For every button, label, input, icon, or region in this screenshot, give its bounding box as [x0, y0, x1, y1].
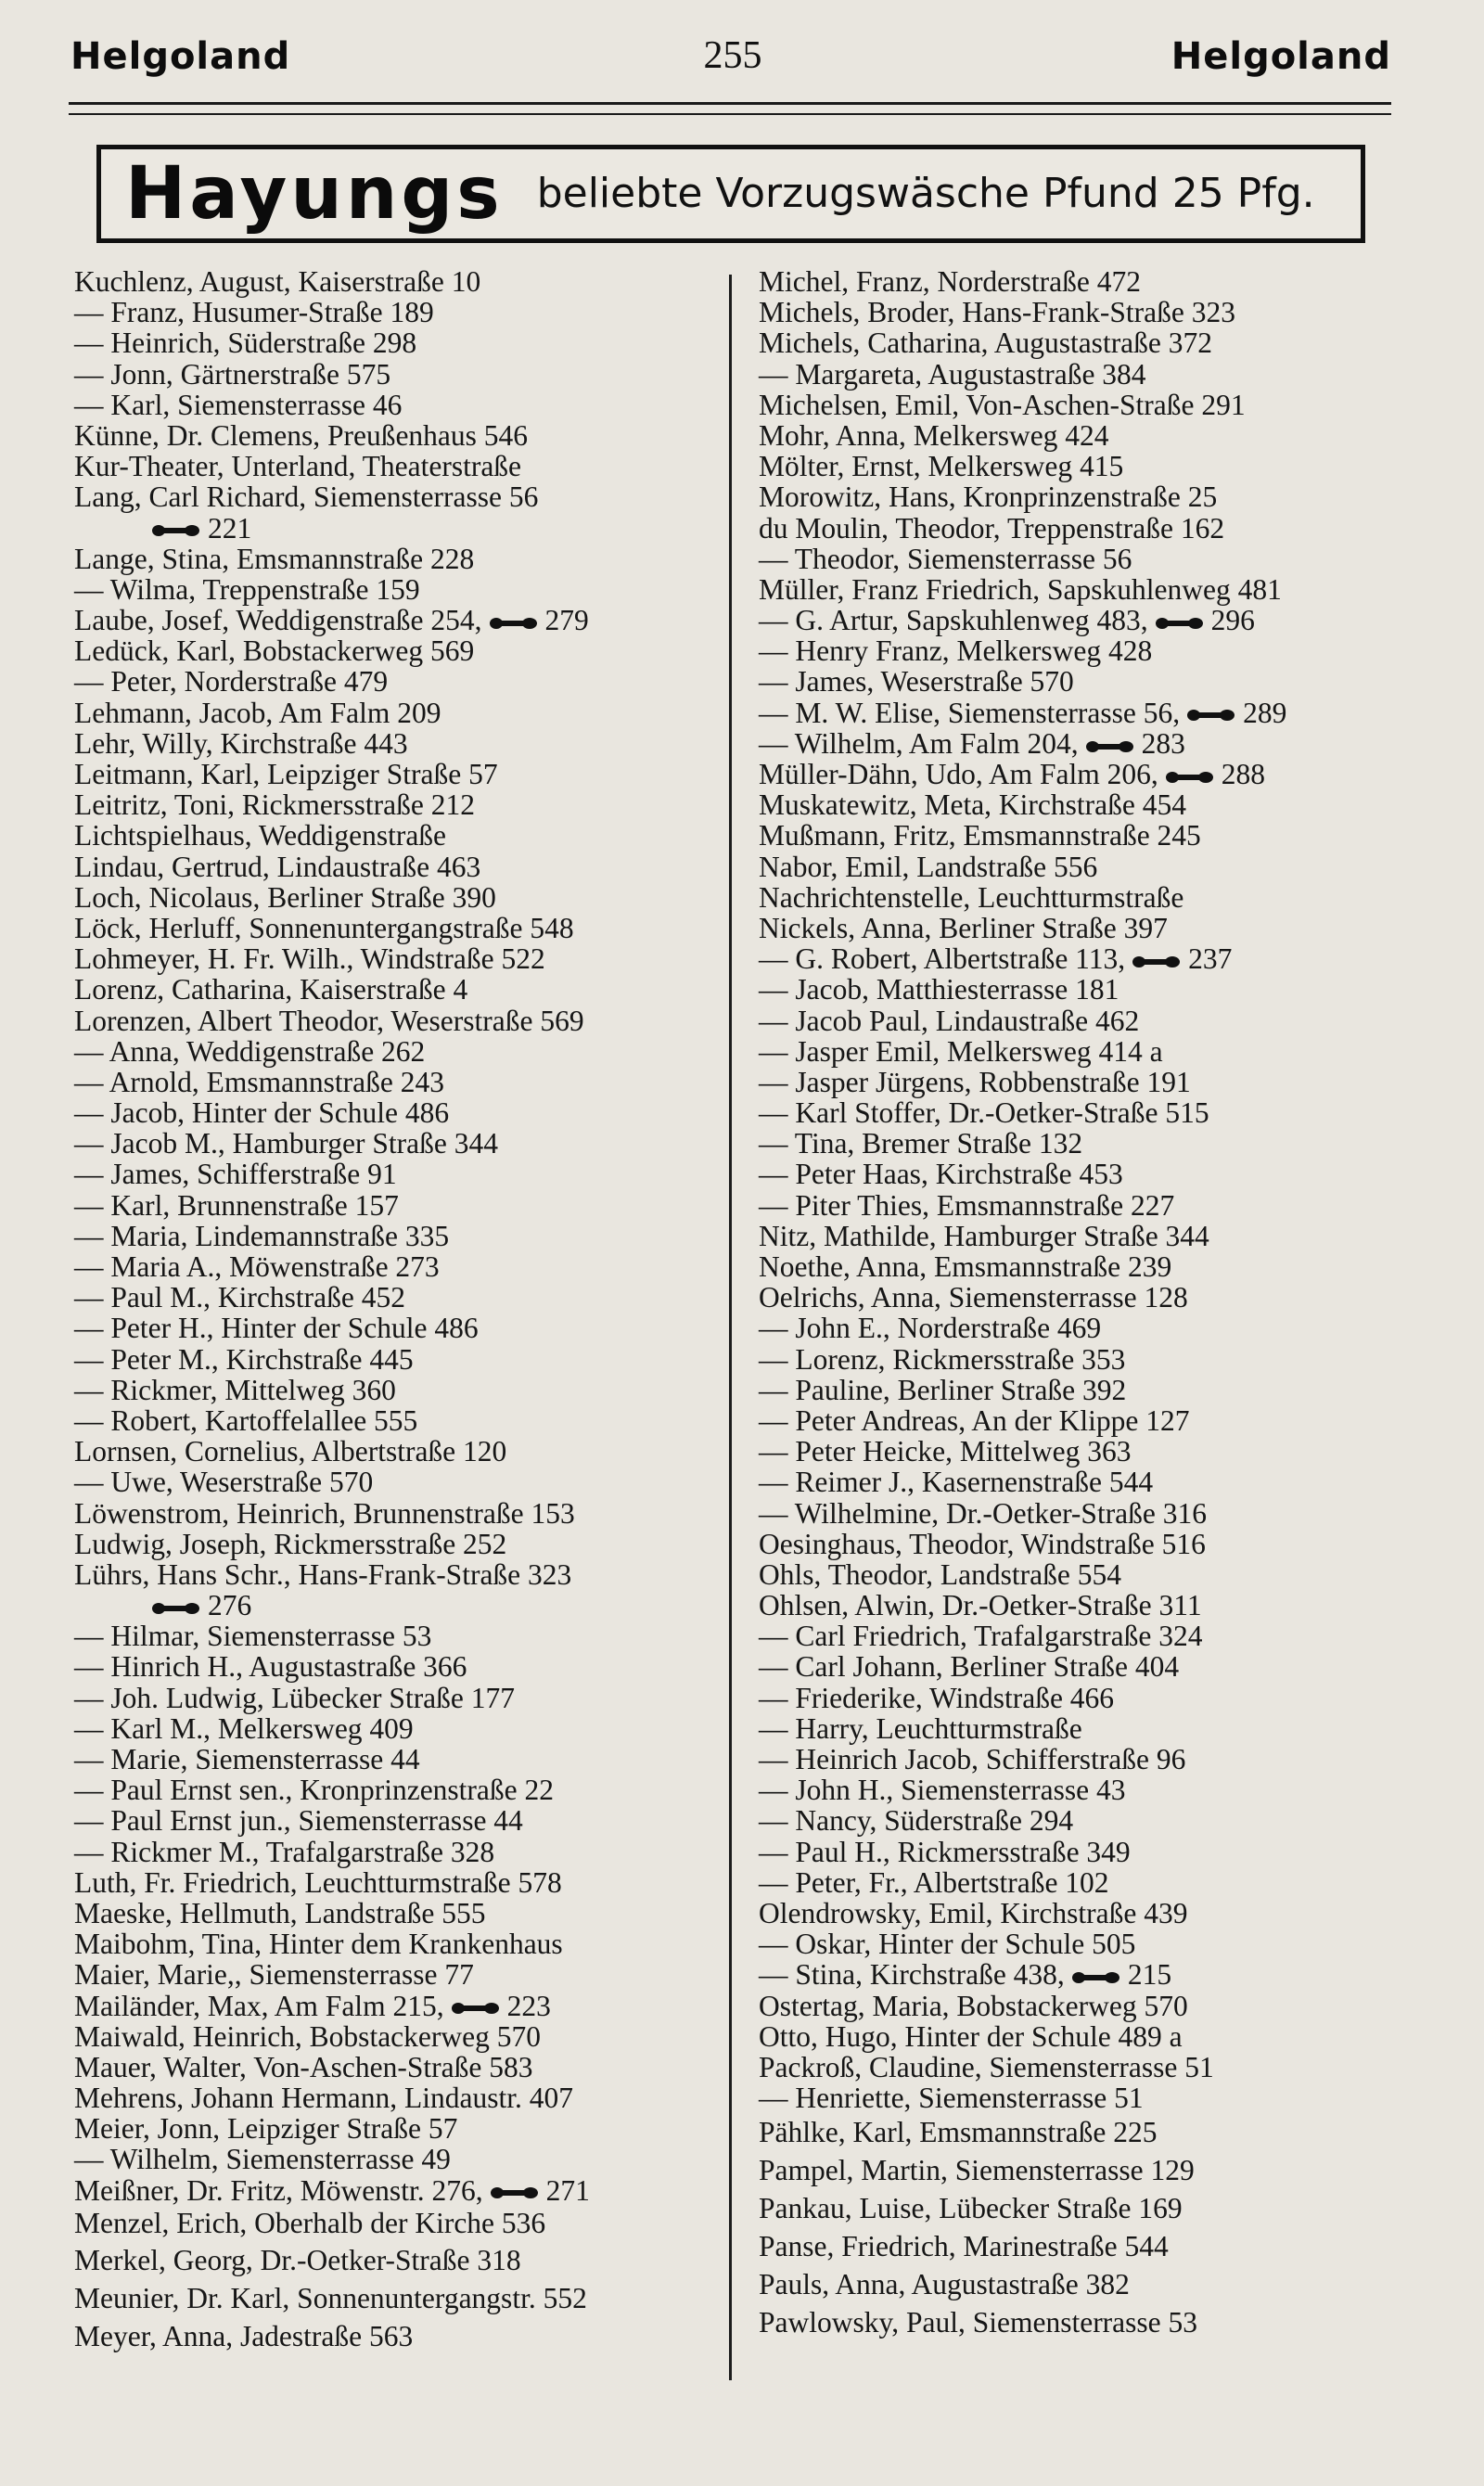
- directory-entry: [74, 1683, 720, 1713]
- entry-text: — Paul M., Kirchstraße 452: [74, 1281, 405, 1314]
- top-rule-thick: [69, 102, 1391, 105]
- directory-entry: [74, 698, 720, 728]
- column-divider: [729, 275, 732, 2380]
- directory-entry: [74, 1929, 720, 1959]
- entry-text: — Jonn, Gärtnerstraße 575: [74, 357, 391, 391]
- directory-entry: [759, 1375, 1399, 1405]
- directory-entry: [759, 2082, 1399, 2113]
- directory-entry: [74, 1282, 720, 1313]
- directory-entry: [759, 2052, 1399, 2082]
- directory-entry: [74, 852, 720, 882]
- entry-text: — Jacob, Hinter der Schule 486: [74, 1096, 450, 1130]
- entry-text: Maiwald, Heinrich, Bobstackerweg 570: [74, 2019, 541, 2053]
- telephone-receiver-icon: [1132, 955, 1181, 968]
- entry-text: — Maria A., Möwenstraße 273: [74, 1250, 440, 1283]
- entry-text: Pauls, Anna, Augustastraße 382: [759, 2268, 1130, 2301]
- directory-entry: [74, 513, 720, 544]
- directory-entry: [74, 728, 720, 759]
- directory-entry: [759, 1621, 1399, 1651]
- entry-text: Mailänder, Max, Am Falm 215,: [74, 1989, 444, 2022]
- directory-entry: [759, 1559, 1399, 1590]
- entry-text: — James, Schifferstraße 91: [74, 1158, 397, 1191]
- directory-entry: [74, 327, 720, 358]
- entry-text: Ostertag, Maria, Bobstackerweg 570: [759, 1989, 1188, 2022]
- entry-text: — Margareta, Augustastraße 384: [759, 357, 1146, 391]
- directory-entry: [759, 1251, 1399, 1282]
- telephone-receiver-icon: [1156, 617, 1204, 630]
- phone-number: 283: [1141, 726, 1185, 760]
- directory-entry: [759, 728, 1399, 759]
- advertisement-text: beliebte Vorzugswäsche Pfund 25 Pfg.: [536, 170, 1315, 217]
- directory-entry: [74, 666, 720, 697]
- telephone-receiver-icon: [152, 524, 200, 537]
- entry-text: — Robert, Kartoffelallee 555: [74, 1403, 418, 1437]
- entry-text: — Reimer J., Kasernenstraße 544: [759, 1466, 1154, 1499]
- directory-entry: [74, 1529, 720, 1559]
- entry-text: — Peter H., Hinter der Schule 486: [74, 1312, 479, 1345]
- directory-entry: [74, 1344, 720, 1375]
- directory-entry: [759, 1498, 1399, 1529]
- entry-text: Loch, Nicolaus, Berliner Straße 390: [74, 880, 496, 914]
- entry-text: Ludwig, Joseph, Rickmersstraße 252: [74, 1527, 507, 1560]
- directory-entry: [759, 1867, 1399, 1898]
- entry-text: Michel, Franz, Norderstraße 472: [759, 265, 1141, 298]
- entry-text: Lorenzen, Albert Theodor, Weserstraße 569: [74, 1004, 584, 1037]
- advertisement-box: [96, 145, 1365, 243]
- directory-entry: [759, 1683, 1399, 1713]
- directory-entry: [759, 1067, 1399, 1097]
- telephone-receiver-icon: [1166, 771, 1214, 784]
- entry-text: Panse, Friedrich, Marinestraße 544: [759, 2230, 1169, 2263]
- directory-entry: [74, 2175, 720, 2206]
- directory-entry: [759, 1959, 1399, 1990]
- telephone-receiver-icon: [452, 2002, 500, 2015]
- entry-text: — Wilhelm, Am Falm 204,: [759, 726, 1079, 760]
- entry-text: — Anna, Weddigenstraße 262: [74, 1034, 426, 1068]
- directory-entry: [759, 943, 1399, 974]
- directory-entry: [759, 1436, 1399, 1467]
- entry-text: — Wilma, Treppenstraße 159: [74, 572, 420, 606]
- directory-entry: [759, 1344, 1399, 1375]
- entry-text: Oesinghaus, Theodor, Windstraße 516: [759, 1527, 1206, 1560]
- entry-text: Mohr, Anna, Melkersweg 424: [759, 418, 1109, 452]
- phone-number: 237: [1188, 942, 1233, 976]
- entry-text: — Pauline, Berliner Straße 392: [759, 1373, 1127, 1406]
- directory-entry: [74, 390, 720, 420]
- phone-number: 288: [1221, 758, 1265, 790]
- directory-entry: [74, 1713, 720, 1744]
- header-right-place: Helgoland: [1171, 35, 1391, 78]
- entry-text: Nachrichtenstelle, Leuchtturmstraße: [759, 880, 1184, 914]
- directory-entry: [759, 327, 1399, 358]
- header-left-place: Helgoland: [70, 35, 291, 78]
- entry-text: Mehrens, Johann Hermann, Lindaustr. 407: [74, 2082, 574, 2115]
- entry-text: Löck, Herluff, Sonnenuntergangstraße 548: [74, 911, 574, 944]
- telephone-receiver-icon: [1187, 709, 1235, 722]
- entry-text: Meißner, Dr. Fritz, Möwenstr. 276,: [74, 2173, 483, 2207]
- directory-entry: [74, 2206, 720, 2241]
- directory-entry: [74, 2241, 720, 2279]
- phone-number: 221: [208, 511, 252, 545]
- directory-entry: [74, 2052, 720, 2082]
- entry-text: — Jasper Emil, Melkersweg 414 a: [759, 1034, 1163, 1068]
- directory-entry: [759, 1744, 1399, 1775]
- entry-text: — Karl M., Melkersweg 409: [74, 1711, 414, 1745]
- entry-text: Michelsen, Emil, Von-Aschen-Straße 291: [759, 388, 1246, 421]
- directory-column-left: [74, 266, 720, 2355]
- entry-text: Lornsen, Cornelius, Albertstraße 120: [74, 1435, 507, 1468]
- directory-entry: [759, 1467, 1399, 1497]
- entry-text: — Jacob, Matthiesterrasse 181: [759, 973, 1119, 1006]
- entry-text: Mußmann, Fritz, Emsmannstraße 245: [759, 819, 1201, 852]
- directory-entry: [759, 974, 1399, 1005]
- directory-entry: [759, 266, 1399, 297]
- entry-text: — Paul H., Rickmersstraße 349: [759, 1835, 1131, 1868]
- directory-entry: [74, 1251, 720, 1282]
- entry-text: — Jacob M., Hamburger Straße 344: [74, 1127, 498, 1160]
- directory-entry: [74, 1436, 720, 1467]
- telephone-receiver-icon: [152, 1602, 200, 1615]
- entry-text: Meyer, Anna, Jadestraße 563: [74, 2319, 414, 2352]
- directory-entry: [759, 1190, 1399, 1221]
- entry-text: Maeske, Hellmuth, Landstraße 555: [74, 1896, 486, 1929]
- entry-text: Meier, Jonn, Leipziger Straße 57: [74, 2112, 458, 2146]
- entry-text: Nitz, Mathilde, Hamburger Straße 344: [759, 1219, 1209, 1252]
- directory-entry: [74, 635, 720, 666]
- directory-entry: [74, 2317, 720, 2355]
- telephone-receiver-icon: [1072, 1971, 1120, 1984]
- telephone-receiver-icon: [490, 617, 538, 630]
- entry-text: — Heinrich, Süderstraße 298: [74, 327, 417, 360]
- entry-text: — John E., Norderstraße 469: [759, 1312, 1102, 1345]
- top-rule-thin: [69, 113, 1391, 115]
- directory-entry: [759, 2227, 1399, 2265]
- directory-entry: [759, 451, 1399, 481]
- phone-number: 279: [544, 604, 589, 637]
- directory-entry: [759, 1775, 1399, 1805]
- directory-entry: [759, 852, 1399, 882]
- entry-text: Ohls, Theodor, Landstraße 554: [759, 1557, 1121, 1591]
- entry-text: Leitmann, Karl, Leipziger Straße 57: [74, 758, 498, 790]
- directory-entry: [74, 759, 720, 789]
- directory-entry: [74, 1067, 720, 1097]
- directory-entry: [74, 1867, 720, 1898]
- entry-text: — M. W. Elise, Siemensterrasse 56,: [759, 696, 1181, 729]
- phone-number: 223: [506, 1989, 551, 2022]
- directory-entry: [759, 1313, 1399, 1343]
- directory-entry: [74, 1590, 720, 1621]
- entry-text: — Friederike, Windstraße 466: [759, 1681, 1115, 1714]
- entry-text: — Peter M., Kirchstraße 445: [74, 1342, 414, 1376]
- entry-text: — Marie, Siemensterrasse 44: [74, 1743, 420, 1775]
- entry-text: Löwenstrom, Heinrich, Brunnenstraße 153: [74, 1496, 575, 1530]
- entry-text: Pählke, Karl, Emsmannstraße 225: [759, 2116, 1158, 2149]
- entry-text: — James, Weserstraße 570: [759, 665, 1074, 698]
- directory-entry: [74, 266, 720, 297]
- directory-entry: [759, 2021, 1399, 2052]
- directory-entry: [74, 1467, 720, 1497]
- entry-text: — Heinrich Jacob, Schifferstraße 96: [759, 1743, 1186, 1775]
- entry-text: — Jasper Jürgens, Robbenstraße 191: [759, 1065, 1191, 1098]
- entry-text: Oelrichs, Anna, Siemensterrasse 128: [759, 1281, 1188, 1314]
- telephone-receiver-icon: [1086, 740, 1134, 753]
- directory-entry: [759, 635, 1399, 666]
- directory-entry: [759, 297, 1399, 327]
- directory-entry: [759, 1929, 1399, 1959]
- directory-entry: [74, 2113, 720, 2144]
- entry-text: Müller-Dähn, Udo, Am Falm 206,: [759, 758, 1158, 790]
- entry-text: Nickels, Anna, Berliner Straße 397: [759, 911, 1168, 944]
- directory-entry: [759, 1128, 1399, 1159]
- entry-text: — Peter, Fr., Albertstraße 102: [759, 1865, 1109, 1899]
- entry-text: Kur-Theater, Unterland, Theaterstraße: [74, 450, 522, 483]
- directory-entry: [74, 481, 720, 512]
- entry-text: — Uwe, Weserstraße 570: [74, 1466, 374, 1499]
- directory-entry: [74, 1313, 720, 1343]
- entry-text: — Joh. Ludwig, Lübecker Straße 177: [74, 1681, 516, 1714]
- entry-text: — Tina, Bremer Straße 132: [759, 1127, 1083, 1160]
- entry-text: Mauer, Walter, Von-Aschen-Straße 583: [74, 2050, 533, 2083]
- entry-text: Otto, Hugo, Hinter der Schule 489 a: [759, 2019, 1183, 2053]
- directory-entry: [759, 1713, 1399, 1744]
- entry-text: Künne, Dr. Clemens, Preußenhaus 546: [74, 418, 529, 452]
- entry-text: Meunier, Dr. Karl, Sonnenuntergangstr. 552: [74, 2281, 587, 2314]
- entry-text: — Karl, Brunnenstraße 157: [74, 1188, 399, 1222]
- entry-text: — Rickmer M., Trafalgarstraße 328: [74, 1835, 495, 1868]
- entry-text: — Wilhelmine, Dr.-Oetker-Straße 316: [759, 1496, 1208, 1530]
- directory-entry: [74, 1159, 720, 1189]
- directory-entry: [74, 1651, 720, 1682]
- directory-entry: [74, 1375, 720, 1405]
- entry-text: Ledück, Karl, Bobstackerweg 569: [74, 634, 475, 668]
- entry-text: — Nancy, Süderstraße 294: [759, 1804, 1074, 1838]
- entry-text: Lehmann, Jacob, Am Falm 209: [74, 696, 441, 729]
- entry-text: — Peter Haas, Kirchstraße 453: [759, 1158, 1123, 1191]
- directory-entry: [74, 2144, 720, 2174]
- directory-entry: [759, 1097, 1399, 1128]
- directory-entry: [759, 2265, 1399, 2303]
- directory-entry: [759, 359, 1399, 390]
- entry-text: — Lorenz, Rickmersstraße 353: [759, 1342, 1126, 1376]
- directory-entry: [759, 1159, 1399, 1189]
- entry-text: Ohlsen, Alwin, Dr.-Oetker-Straße 311: [759, 1589, 1202, 1622]
- entry-text: — Henry Franz, Melkersweg 428: [759, 634, 1153, 668]
- directory-entry: [759, 1405, 1399, 1436]
- directory-entry: [74, 1097, 720, 1128]
- entry-text: — Henriette, Siemensterrasse 51: [759, 2082, 1144, 2115]
- directory-entry: [74, 882, 720, 913]
- directory-entry: [759, 2113, 1399, 2151]
- directory-entry: [759, 1006, 1399, 1036]
- entry-text: Nabor, Emil, Landstraße 556: [759, 850, 1098, 883]
- directory-entry: [759, 1651, 1399, 1682]
- directory-entry: [759, 698, 1399, 728]
- directory-entry: [759, 913, 1399, 943]
- directory-entry: [759, 513, 1399, 544]
- entry-text: Kuchlenz, August, Kaiserstraße 10: [74, 265, 481, 298]
- phone-number: 215: [1127, 1958, 1172, 1992]
- entry-text: — G. Robert, Albertstraße 113,: [759, 942, 1126, 976]
- directory-entry: [74, 2082, 720, 2113]
- entry-text: Luth, Fr. Friedrich, Leuchtturmstraße 578: [74, 1865, 562, 1899]
- directory-entry: [759, 544, 1399, 574]
- directory-entry: [759, 666, 1399, 697]
- entry-text: — G. Artur, Sapskuhlenweg 483,: [759, 604, 1148, 637]
- directory-entry: [759, 2151, 1399, 2189]
- phone-number: 296: [1210, 604, 1255, 637]
- entry-text: — Peter, Norderstraße 479: [74, 665, 389, 698]
- entry-text: Olendrowsky, Emil, Kirchstraße 439: [759, 1896, 1188, 1929]
- entry-text: Lührs, Hans Schr., Hans-Frank-Straße 323: [74, 1557, 572, 1591]
- entry-text: — Piter Thies, Emsmannstraße 227: [759, 1188, 1175, 1222]
- phone-number: 289: [1243, 696, 1287, 729]
- directory-entry: [74, 359, 720, 390]
- directory-entry: [74, 943, 720, 974]
- directory-entry: [74, 820, 720, 851]
- entry-text: Lindau, Gertrud, Lindaustraße 463: [74, 850, 481, 883]
- entry-text: Michels, Catharina, Augustastraße 372: [759, 327, 1213, 360]
- entry-text: Müller, Franz Friedrich, Sapskuhlenweg 481: [759, 572, 1282, 606]
- directory-entry: [74, 2021, 720, 2052]
- directory-entry: [74, 574, 720, 605]
- entry-text: — Hinrich H., Augustastraße 366: [74, 1650, 467, 1684]
- directory-entry: [759, 1991, 1399, 2021]
- entry-text: Muskatewitz, Meta, Kirchstraße 454: [759, 788, 1186, 822]
- directory-entry: [759, 1529, 1399, 1559]
- directory-entry: [74, 1837, 720, 1867]
- directory-entry: [74, 1006, 720, 1036]
- phone-number: 271: [545, 2173, 590, 2207]
- entry-text: Pawlowsky, Paul, Siemensterrasse 53: [759, 2306, 1198, 2339]
- entry-text: — Maria, Lindemannstraße 335: [74, 1219, 450, 1252]
- directory-entry: [74, 1959, 720, 1990]
- directory-entry: [759, 481, 1399, 512]
- directory-entry: [759, 789, 1399, 820]
- entry-text: Lohmeyer, H. Fr. Wilh., Windstraße 522: [74, 942, 545, 976]
- entry-text: — Karl, Siemensterrasse 46: [74, 388, 403, 421]
- entry-text: — Theodor, Siemensterrasse 56: [759, 542, 1132, 575]
- directory-entry: [759, 420, 1399, 451]
- entry-text: — John H., Siemensterrasse 43: [759, 1774, 1126, 1807]
- entry-text: — Hilmar, Siemensterrasse 53: [74, 1620, 432, 1653]
- entry-text: Morowitz, Hans, Kronprinzenstraße 25: [759, 481, 1218, 514]
- directory-entry: [74, 544, 720, 574]
- entry-text: — Peter Andreas, An der Klippe 127: [759, 1403, 1190, 1437]
- directory-entry: [74, 1405, 720, 1436]
- directory-entry: [74, 1190, 720, 1221]
- directory-entry: [759, 820, 1399, 851]
- directory-entry: [74, 1805, 720, 1836]
- entry-text: — Carl Johann, Berliner Straße 404: [759, 1650, 1180, 1684]
- entry-text: Merkel, Georg, Dr.-Oetker-Straße 318: [74, 2243, 521, 2276]
- entry-text: Noethe, Anna, Emsmannstraße 239: [759, 1250, 1172, 1283]
- telephone-receiver-icon: [491, 2186, 539, 2199]
- directory-entry: [74, 1559, 720, 1590]
- directory-entry: [759, 1590, 1399, 1621]
- entry-text: — Stina, Kirchstraße 438,: [759, 1958, 1065, 1992]
- entry-text: Lange, Stina, Emsmannstraße 228: [74, 542, 475, 575]
- entry-text: du Moulin, Theodor, Treppenstraße 162: [759, 511, 1225, 545]
- directory-entry: [74, 1991, 720, 2021]
- entry-text: Leitritz, Toni, Rickmersstraße 212: [74, 788, 475, 822]
- entry-text: Maier, Marie,, Siemensterrasse 77: [74, 1958, 474, 1992]
- directory-entry: [74, 451, 720, 481]
- directory-entry: [759, 1282, 1399, 1313]
- directory-entry: [74, 974, 720, 1005]
- directory-entry: [74, 420, 720, 451]
- entry-text: Lang, Carl Richard, Siemensterrasse 56: [74, 481, 539, 514]
- entry-text: — Carl Friedrich, Trafalgarstraße 324: [759, 1620, 1203, 1653]
- directory-entry: [74, 913, 720, 943]
- directory-entry: [74, 1898, 720, 1929]
- entry-text: — Rickmer, Mittelweg 360: [74, 1373, 396, 1406]
- entry-text: — Oskar, Hinter der Schule 505: [759, 1928, 1136, 1961]
- directory-entry: [74, 2279, 720, 2317]
- page-number: 255: [703, 34, 762, 77]
- entry-text: Lorenz, Catharina, Kaiserstraße 4: [74, 973, 468, 1006]
- directory-entry: [74, 605, 720, 635]
- directory-entry: [74, 1128, 720, 1159]
- directory-entry: [74, 1621, 720, 1651]
- entry-text: — Karl Stoffer, Dr.-Oetker-Straße 515: [759, 1096, 1209, 1130]
- directory-entry: [759, 1805, 1399, 1836]
- entry-text: Pampel, Martin, Siemensterrasse 129: [759, 2154, 1195, 2187]
- directory-entry: [759, 882, 1399, 913]
- entry-text: Menzel, Erich, Oberhalb der Kirche 536: [74, 2206, 546, 2239]
- directory-entry: [759, 605, 1399, 635]
- entry-text: — Peter Heicke, Mittelweg 363: [759, 1435, 1132, 1468]
- directory-entry: [759, 2303, 1399, 2341]
- directory-entry: [759, 390, 1399, 420]
- directory-entry: [74, 1775, 720, 1805]
- directory-entry: [74, 1036, 720, 1067]
- entry-text: — Jacob Paul, Lindaustraße 462: [759, 1004, 1140, 1037]
- directory-column-right: [759, 266, 1399, 2341]
- entry-text: — Paul Ernst jun., Siemensterrasse 44: [74, 1804, 523, 1838]
- directory-entry: [759, 2189, 1399, 2227]
- phone-number: 276: [208, 1589, 252, 1622]
- entry-text: — Franz, Husumer-Straße 189: [74, 296, 434, 329]
- directory-entry: [74, 297, 720, 327]
- entry-text: Mölter, Ernst, Melkersweg 415: [759, 450, 1124, 483]
- entry-text: Lehr, Willy, Kirchstraße 443: [74, 726, 408, 760]
- directory-entry: [759, 1898, 1399, 1929]
- entry-text: Lichtspielhaus, Weddigenstraße: [74, 819, 447, 852]
- directory-entry: [74, 789, 720, 820]
- entry-text: Pankau, Luise, Lübecker Straße 169: [759, 2192, 1183, 2225]
- directory-entry: [759, 1837, 1399, 1867]
- entry-text: Laube, Josef, Weddigenstraße 254,: [74, 604, 482, 637]
- entry-text: — Paul Ernst sen., Kronprinzenstraße 22: [74, 1774, 555, 1807]
- entry-text: — Arnold, Emsmannstraße 243: [74, 1065, 444, 1098]
- advertisement-brand: Hayungs: [125, 152, 504, 236]
- entry-text: — Harry, Leuchtturmstraße: [759, 1711, 1082, 1745]
- entry-text: Packroß, Claudine, Siemensterrasse 51: [759, 2050, 1214, 2083]
- directory-entry: [759, 759, 1399, 789]
- entry-text: — Wilhelm, Siemensterrasse 49: [74, 2143, 451, 2176]
- entry-text: Michels, Broder, Hans-Frank-Straße 323: [759, 296, 1235, 329]
- directory-entry: [74, 1221, 720, 1251]
- directory-entry: [759, 1221, 1399, 1251]
- directory-entry: [759, 1036, 1399, 1067]
- directory-entry: [74, 1498, 720, 1529]
- directory-entry: [759, 574, 1399, 605]
- entry-text: Maibohm, Tina, Hinter dem Krankenhaus: [74, 1928, 563, 1961]
- directory-entry: [74, 1744, 720, 1775]
